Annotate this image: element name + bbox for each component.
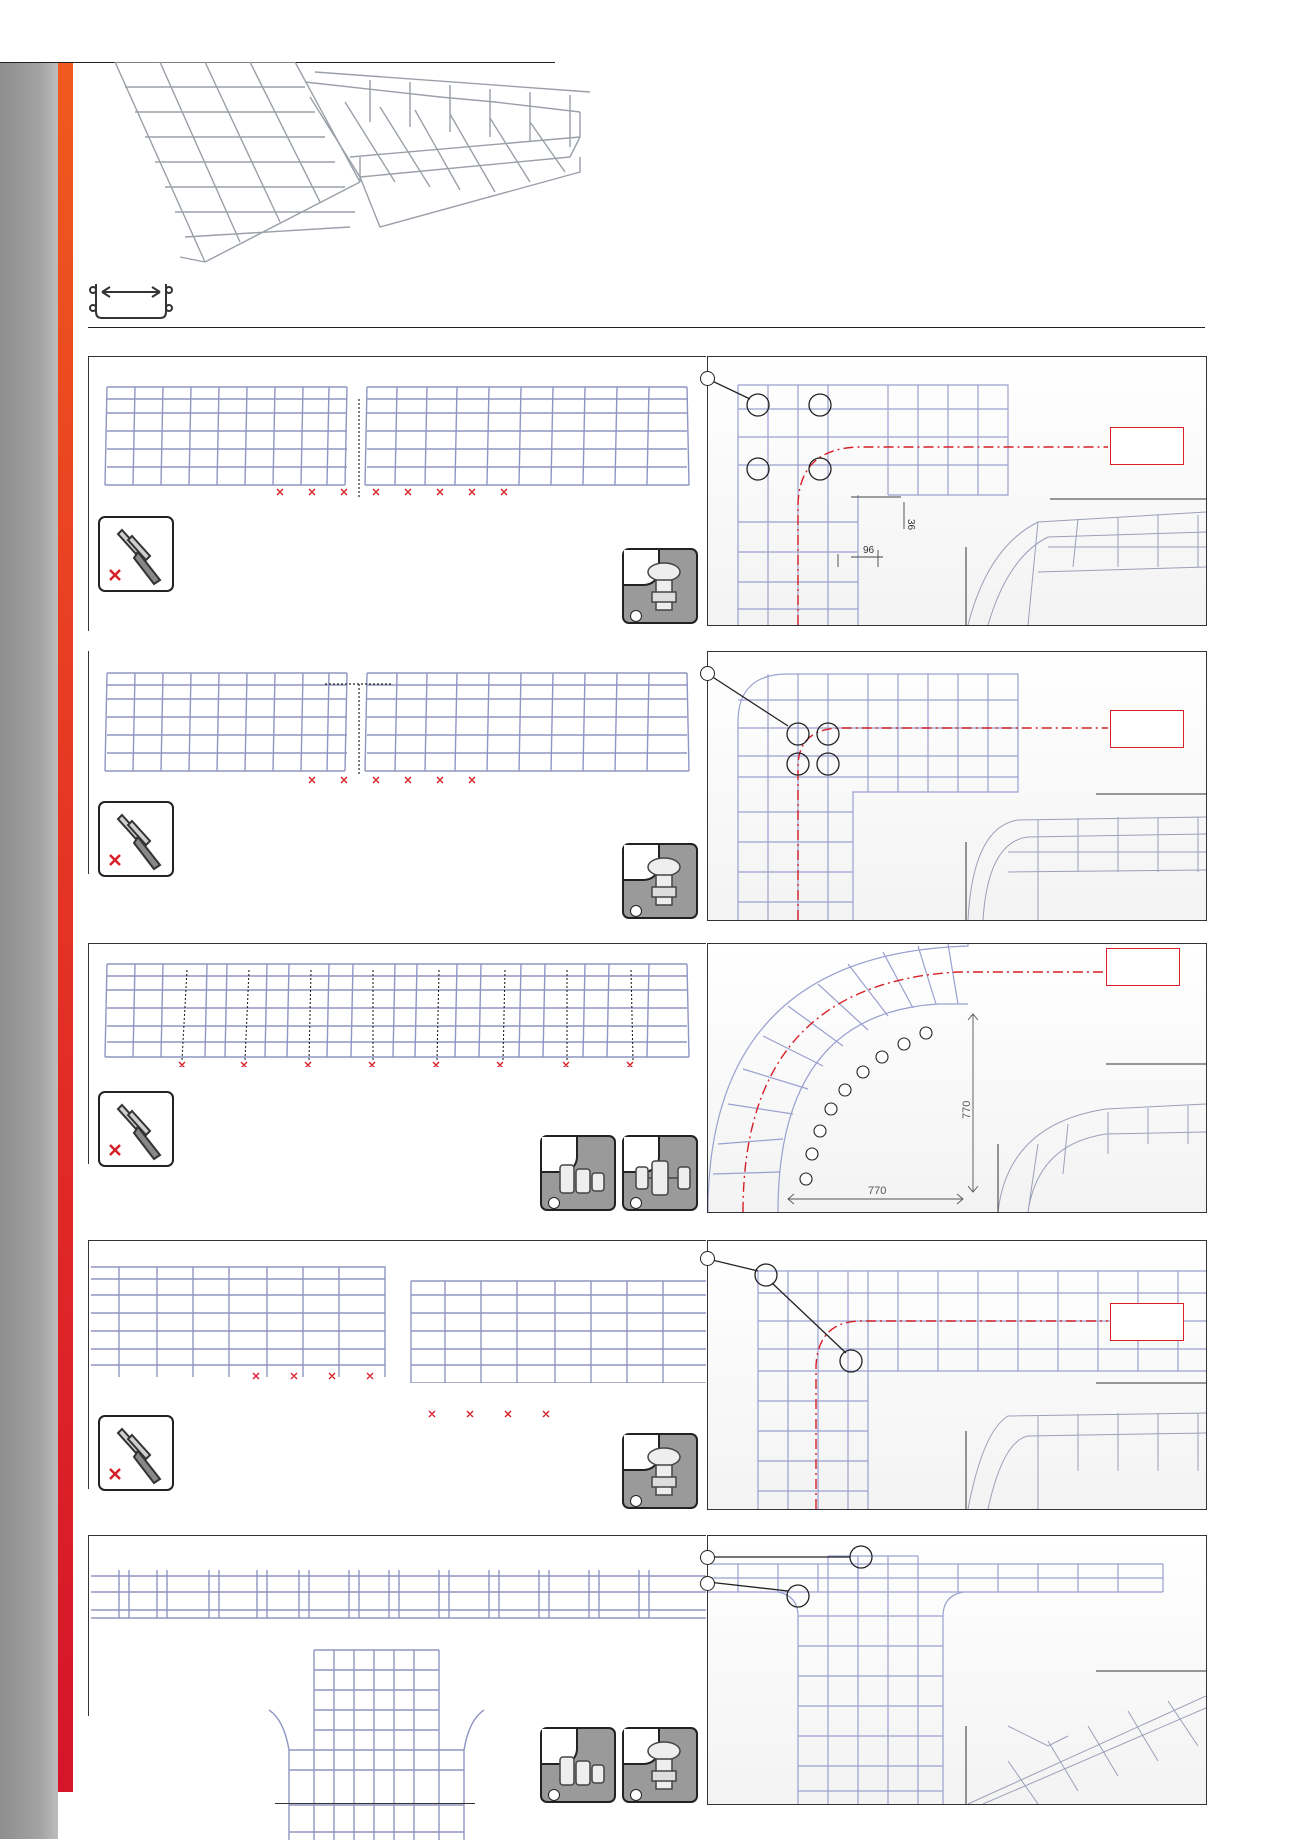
splice-coupler-icon	[554, 1155, 610, 1205]
section-4-flat-tray-drawing	[89, 1265, 706, 1383]
sidebar-grey-band	[0, 62, 58, 1839]
section-2-right-panel	[707, 651, 1207, 921]
section-2-cutter-box	[98, 801, 174, 877]
step-marker-icon	[548, 1197, 560, 1209]
section-rule	[88, 327, 1205, 328]
bolt-cutter-icon	[100, 1093, 172, 1165]
splice-coupler-icon	[554, 1747, 610, 1797]
splice-coupler-icon	[632, 1151, 694, 1203]
section-3-right-panel	[707, 943, 1207, 1213]
detail-callout-icon	[700, 1576, 715, 1591]
section-1-bolt-box	[622, 548, 698, 624]
section-3-flat-tray-drawing	[97, 962, 697, 1067]
section-4-right-panel	[707, 1240, 1207, 1510]
section-5-tee-plan-drawing	[708, 1536, 1206, 1804]
section-1-label-box	[1110, 427, 1184, 465]
section-4-bolt-box	[622, 1433, 698, 1509]
section-3-coupler-box-a	[540, 1135, 616, 1211]
section-4-cut-marks	[425, 1409, 595, 1423]
sidebar-red-band	[58, 62, 73, 1792]
section-4-cutter-box	[98, 1415, 174, 1491]
bolt-cutter-icon	[100, 803, 172, 875]
detail-callout-icon	[700, 666, 715, 681]
detail-callout-icon	[700, 371, 715, 386]
section-5-bolt-box	[622, 1727, 698, 1803]
section-4-left-panel	[88, 1240, 706, 1489]
carriage-bolt-icon	[642, 1739, 686, 1799]
carriage-bolt-icon	[642, 855, 686, 915]
step-marker-icon	[630, 1789, 642, 1801]
section-5-base-rule	[275, 1803, 475, 1804]
section-1-flat-tray-drawing	[97, 385, 697, 497]
section-5-right-panel	[707, 1535, 1207, 1805]
section-2-bolt-box	[622, 843, 698, 919]
section-1-left-panel	[88, 356, 706, 631]
section-2-flat-tray-drawing	[97, 671, 697, 786]
section-1-right-panel	[707, 356, 1207, 626]
step-marker-icon	[630, 1197, 642, 1209]
dimension-36-label: 36	[905, 519, 916, 531]
section-3-label-box	[1106, 948, 1180, 986]
section-3-left-panel	[88, 943, 706, 1164]
bolt-cutter-icon	[100, 518, 172, 590]
section-5-left-panel	[88, 1535, 706, 1716]
dimension-770-horizontal-label: 770	[868, 1185, 887, 1197]
step-marker-icon	[548, 1789, 560, 1801]
step-marker-icon	[630, 1495, 642, 1507]
detail-callout-icon	[700, 1251, 715, 1266]
hero-cable-tray-illustration	[110, 62, 595, 277]
section-4-label-box	[1110, 1303, 1184, 1341]
section-5-coupler-box	[540, 1727, 616, 1803]
step-marker-icon	[630, 610, 642, 622]
dimension-770-vertical-label: 770	[961, 1100, 973, 1119]
detail-callout-icon	[700, 1550, 715, 1565]
section-2-left-panel	[88, 651, 706, 874]
section-2-bend-plan-drawing	[708, 652, 1206, 920]
section-1-bend-plan-drawing	[708, 357, 1206, 625]
section-2-label-box	[1110, 710, 1184, 748]
cable-tray-width-icon	[88, 280, 174, 322]
section-3-coupler-box-b	[622, 1135, 698, 1211]
section-4-bend-plan-drawing	[708, 1241, 1206, 1509]
dimension-96-label: 96	[863, 545, 875, 556]
section-1-cutter-box	[98, 516, 174, 592]
bolt-cutter-icon	[100, 1417, 172, 1489]
step-marker-icon	[630, 905, 642, 917]
carriage-bolt-icon	[642, 1445, 686, 1505]
carriage-bolt-icon	[642, 560, 686, 620]
section-3-cutter-box	[98, 1091, 174, 1167]
